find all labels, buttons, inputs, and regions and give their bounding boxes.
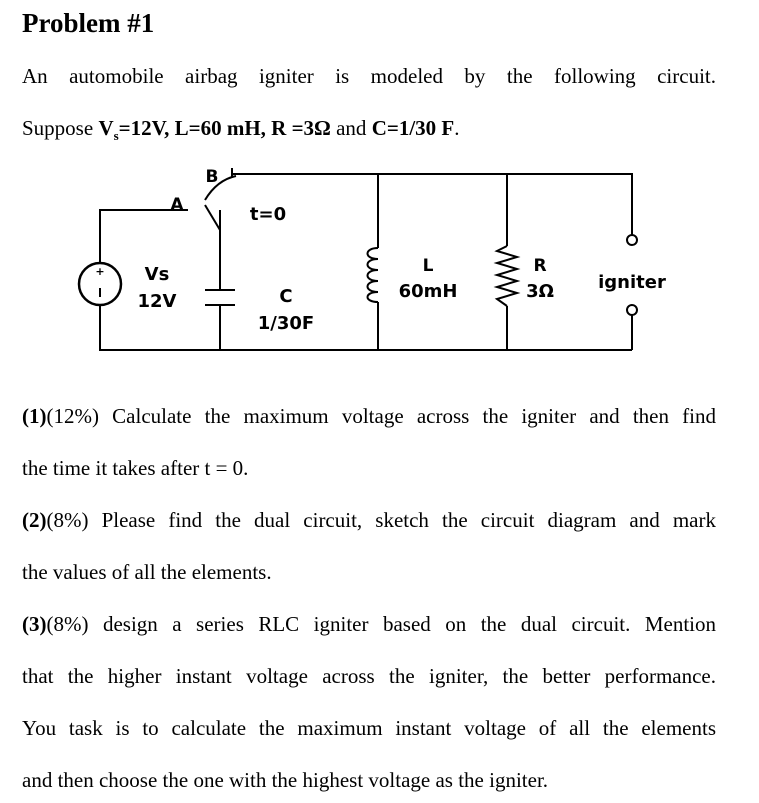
question-3: [22, 612, 716, 637]
intro-values-text: =12V, L=60 mH, R =3Ω: [118, 116, 331, 140]
capacitor-name-label: C: [279, 286, 293, 307]
problem-title: Problem #1: [22, 8, 155, 38]
igniter-terminal-top: [627, 235, 637, 245]
question-1: [22, 404, 716, 429]
q1-weight: (12%): [46, 404, 99, 428]
q1-number: (1): [22, 404, 47, 428]
q1-text: Calculate the maximum voltage across the igniter and then find: [98, 404, 716, 428]
q2-number: (2): [22, 508, 47, 532]
intro-cap-value: C=1/30 F: [371, 116, 455, 140]
vs-symbol: V: [98, 116, 114, 140]
source-plus-sign: +: [95, 265, 105, 278]
q3-weight: (8%): [46, 612, 89, 636]
node-b-label: B: [205, 167, 219, 187]
question-3-line-4: and then choose the one with the highest voltage as the igniter.: [22, 768, 549, 792]
question-2: [22, 508, 716, 533]
intro-line-2: [22, 116, 459, 144]
resistor: [497, 246, 517, 306]
intro-values: [98, 116, 331, 144]
voltage-source: [79, 263, 121, 305]
q2-text: Please find the dual circuit, sketch the circuit diagram and mark: [88, 508, 716, 532]
capacitor: [205, 290, 235, 305]
igniter-label: igniter: [598, 272, 666, 293]
inductor: [368, 248, 379, 302]
inductor-name-label: L: [422, 256, 434, 276]
switch-time-label: t=0: [249, 204, 287, 225]
node-a-label: A: [170, 195, 184, 215]
q3-number: (3): [22, 612, 47, 636]
inductor-value-label: 60mH: [398, 281, 458, 302]
resistor-value-label: 3Ω: [526, 281, 554, 302]
igniter-terminal-bottom: [627, 305, 637, 315]
circuit-diagram: [60, 160, 680, 382]
question-3-line-3: You task is to calculate the maximum instant voltage of all the elements: [22, 716, 716, 740]
intro-suppose: Suppose: [22, 116, 99, 140]
intro-period: .: [454, 116, 460, 140]
vs-subscript: s: [113, 128, 119, 144]
intro-line-1: An automobile airbag igniter is modeled by the following circuit.: [22, 64, 716, 88]
question-2-continued: the values of all the elements.: [22, 560, 272, 584]
source-value-label: 12V: [137, 291, 177, 312]
question-3-line-2: that the higher instant voltage across the igniter, the better performance.: [22, 664, 716, 688]
question-1-continued: the time it takes after t = 0.: [22, 456, 249, 480]
intro-and: and: [330, 116, 372, 140]
q3-text: design a series RLC igniter based on the dual circuit. Mention: [88, 612, 716, 636]
resistor-name-label: R: [533, 256, 547, 276]
source-name-label: Vs: [144, 264, 170, 285]
q2-weight: (8%): [46, 508, 89, 532]
capacitor-value-label: 1/30F: [257, 313, 315, 334]
switch-blade: [205, 205, 220, 230]
